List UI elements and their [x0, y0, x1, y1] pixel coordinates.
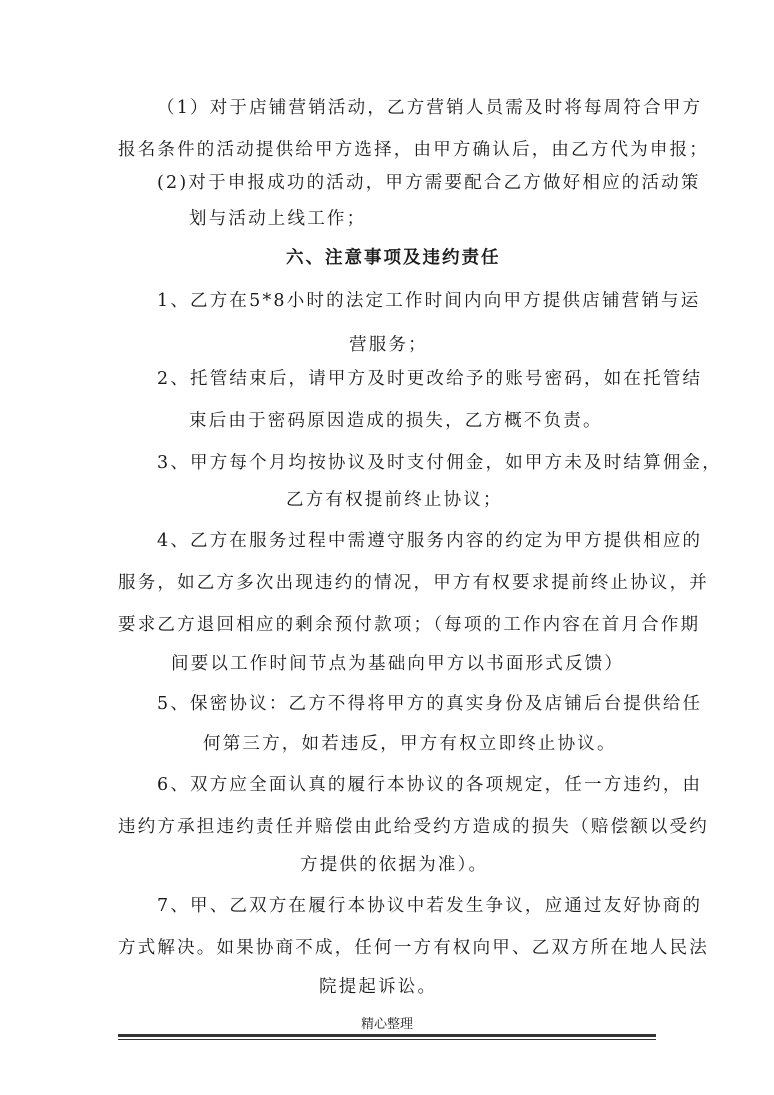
item-1-line-2: 营服务；: [349, 335, 428, 355]
item-5-line-1: 5、保密协议：乙方不得将甲方的真实身份及店铺后台提供给任: [157, 694, 703, 714]
paragraph-2-line-2: 划与活动上线工作；: [189, 209, 367, 229]
item-7-line-2: 方式解决。如果协商不成，任何一方有权向甲、乙双方所在地人民法: [118, 938, 709, 958]
item-3-line-1: 3、甲方每个月均按协议及时支付佣金，如甲方未及时结算佣金，: [157, 453, 722, 473]
footer-label: 精心整理: [360, 1017, 413, 1032]
item-2-line-1: 2、托管结束后，请甲方及时更改给予的账号密码，如在托管结: [157, 369, 703, 389]
item-4-line-4: 间要以工作时间节点为基础向甲方以书面形式反馈）: [171, 654, 625, 674]
item-1-line-1: 1、乙方在5*8小时的法定工作时间内向甲方提供店铺营销与运: [157, 291, 701, 311]
item-4-line-1: 4、乙方在服务过程中需遵守服务内容的约定为甲方提供相应的: [157, 531, 703, 551]
item-2-line-2: 束后由于密码原因造成的损失，乙方概不负责。: [189, 411, 603, 431]
section-heading: 六、注意事项及违约责任: [286, 248, 501, 268]
item-7-line-1: 7、甲、乙双方在履行本协议中若发生争议，应通过友好协商的: [157, 896, 703, 916]
item-6-line-2: 违约方承担违约责任并赔偿由此给受约方造成的损失（赔偿额以受约: [118, 817, 709, 837]
item-5-line-2: 何第三方，如若违反，甲方有权立即终止协议。: [203, 734, 617, 754]
paragraph-2-line-1: (2)对于申报成功的活动，甲方需要配合乙方做好相应的活动策: [157, 173, 701, 193]
footer-rule-thin: [118, 1039, 656, 1040]
item-6-line-3: 方提供的依据为准）。: [300, 855, 489, 875]
item-6-line-1: 6、双方应全面认真的履行本协议的各项规定，任一方违约，由: [157, 775, 703, 795]
paragraph-1-line-2: 报名条件的活动提供给甲方选择，由甲方确认后，由乙方代为申报；: [118, 140, 709, 160]
footer-rule-thick: [118, 1034, 656, 1037]
paragraph-1-line-1: （1）对于店铺营销活动，乙方营销人员需及时将每周符合甲方: [157, 98, 703, 118]
item-4-line-2: 服务，如乙方多次出现违约的情况，甲方有权要求提前终止协议，并: [118, 573, 709, 593]
item-3-line-2: 乙方有权提前终止协议；: [286, 490, 503, 510]
item-4-line-3: 要求乙方退回相应的剩余预付款项；（每项的工作内容在首月合作期: [118, 615, 701, 635]
item-7-line-3: 院提起诉讼。: [319, 977, 438, 997]
